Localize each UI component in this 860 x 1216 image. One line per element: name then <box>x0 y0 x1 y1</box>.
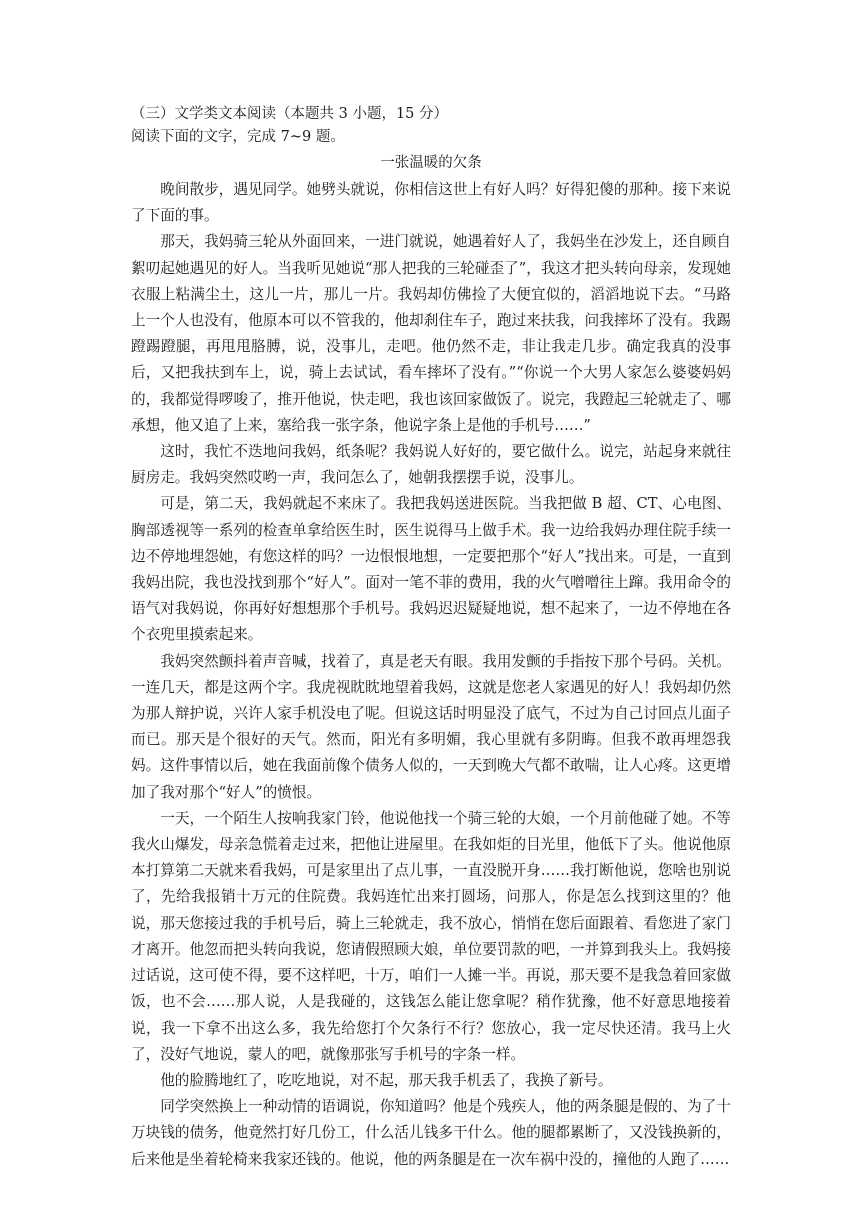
paragraph: 那天，我妈骑三轮从外面回来，一进门就说，她遇着好人了，我妈坐在沙发上，还自顾自絮叨起她遇见的好人。当我听见她说“那人把我的三轮碰歪了”，我这才把头转向母亲，发现她衣服上粘满尘土，这儿一片，那儿一片。我妈却仿佛捡了大便宜似的，滔滔地说下去。“马路上一个人也没有，他原本可以不管我的，他却刹住车子，跑过来扶我，问我摔坏了没有。我踢蹬踢蹬腿，再甩甩胳膊，说，没事儿，走吧。他仍然不走，非让我走几步。确定我真的没事后，又把我扶到车上，说，骑上去试试，看车摔坏了没有。”“你说一个大男人家怎么婆婆妈妈的，我都觉得啰唆了，推开他说，快走吧，我也该回家做饭了。说完，我蹬起三轮就走了、哪承想，他又追了上来，塞给我一张字条，他说字条上是他的手机号……” <box>131 233 731 434</box>
paragraph: 他的脸腾地红了，吃吃地说，对不起，那天我手机丢了，我换了新号。 <box>160 1071 613 1089</box>
paragraph: 我妈突然颤抖着声音喊，找着了，真是老天有眼。我用发颤的手指按下那个号码。关机。一连几天，都是这两个字。我虎视眈眈地望着我妈，这就是您老人家遇见的好人！我妈却仍然为那人辩护说，兴许人家手机没电了呢。但说这话时明显没了底气，不过为自己讨回点儿面子而已。那天是个很好的天气。然而，阳光有多明媚，我心里就有多阴晦。但我不敢再埋怨我妈。这件事情以后，她在我面前像个债务人似的，一天到晚大气都不敢喘，让人心疼。这更增加了我对那个“好人”的愤恨。 <box>131 652 731 801</box>
paragraph: 一天，一个陌生人按响我家门铃，他说他找一个骑三轮的大娘，一个月前他碰了她。不等我火山爆发，母亲急慌着走过来，把他让进屋里。在我如炬的目光里，他低下了头。他说他原本打算第二天就来看我妈，可是家里出了点儿事，一直没脱开身……我打断他说，您啥也别说了，先给我报销十万元的住院费。我妈连忙出来打圆场，问那人，你是怎么找到这里的？他说，那天您接过我的手机号后，骑上三轮就走，我不放心，悄悄在您后面跟着、看您进了家门才离开。他忽而把头转向我说，您请假照顾大娘，单位要罚款的吧，一并算到我头上。我妈接过话说，这可使不得，要不这样吧，十万，咱们一人摊一半。再说，那天要不是我急着回家做饭，也不会……那人说，人是我碰的，这钱怎么能让您拿呢？稍作犹豫，他不好意思地接着说，我一下拿不出这么多，我先给您打个欠条行不行？您放心，我一定尽快还清。我马上火了，没好气地说，蒙人的吧，就像那张写手机号的字条一样。 <box>131 809 731 1063</box>
paragraph: 晚间散步，遇见同学。她劈头就说，你相信这世上有好人吗？好得犯傻的那种。接下来说了下面的事。 <box>131 181 731 225</box>
reading-instruction: 阅读下面的文字，完成 7~9 题。 <box>131 129 345 145</box>
story-title: 一张温暖的欠条 <box>380 155 482 171</box>
paragraph: 同学突然换上一种动情的语调说，你知道吗？他是个残疾人，他的两条腿是假的、为了十万块钱的债务，他竟然打好几份工，什么活儿钱多干什么。他的腿都累断了，又没钱换新的，后来他是坐着轮椅来我家还钱的。他说，他的两条腿是在一次车祸中没的，撞他的人跑了…… <box>131 1098 731 1168</box>
paragraph: 可是，第二天，我妈就起不来床了。我把我妈送进医院。当我把做 B 超、CT、心电图、胸部透视等一系列的检查单拿给医生时，医生说得马上做手术。我一边给我妈办理住院手续一边不停地埋怨她，有您这样的吗？一边恨恨地想，一定要把那个“好人”找出来。可是，一直到我妈出院，我也没找到那个“好人”。面对一笔不菲的费用，我的火气噌噌往上蹿。我用命令的语气对我妈说，你再好好想想那个手机号。我妈迟迟疑疑地说，想不起来了，一边不停地在各个衣兜里摸索起来。 <box>131 495 731 644</box>
section-heading: （三）文学类文本阅读（本题共 3 小题，15 分） <box>131 106 449 122</box>
document-page <box>131 103 731 1173</box>
paragraph: 这时，我忙不迭地问我妈，纸条呢？我妈说人好好的，要它做什么。说完，站起身来就往厨房走。我妈突然哎哟一声，我问怎么了，她朝我摆摆手说，没事儿。 <box>131 443 731 487</box>
